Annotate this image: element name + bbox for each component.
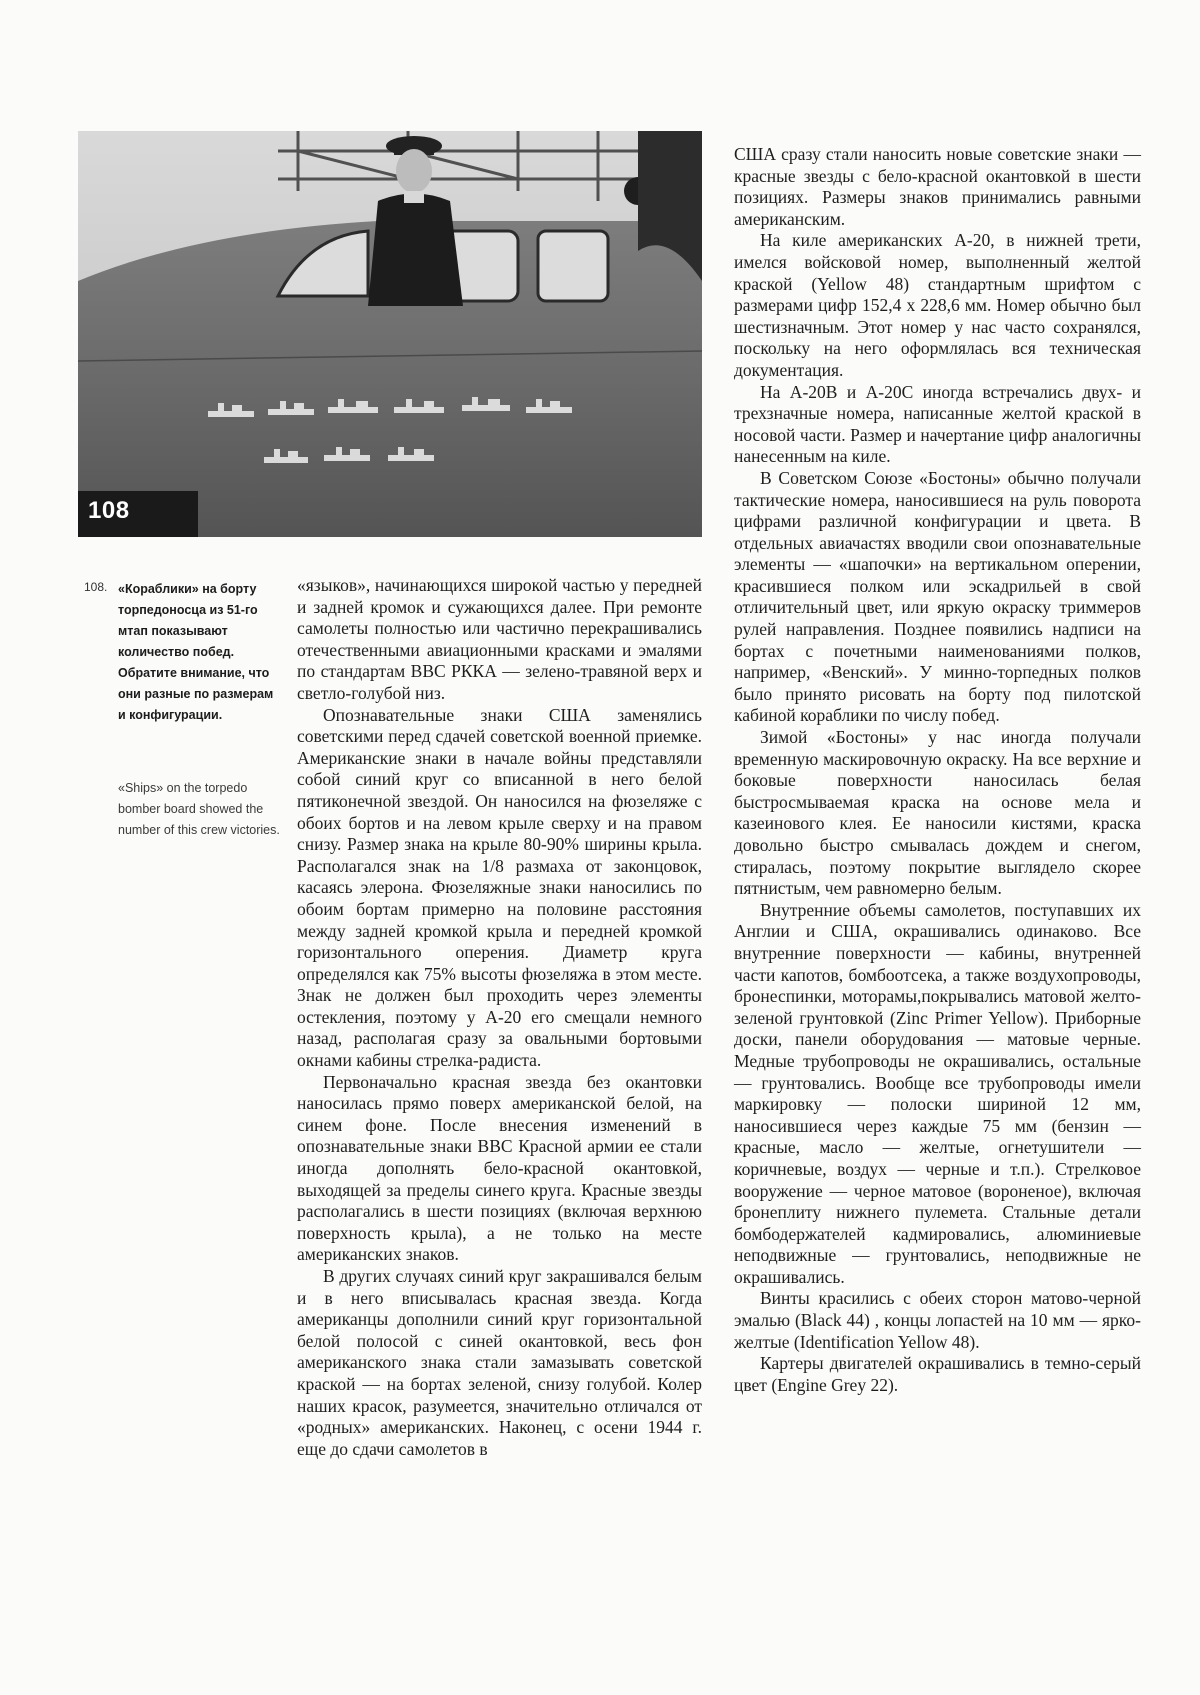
paragraph: Внутренние объемы самолетов, поступавших их Англии и США, окрашивались одинаково. Все внутренние поверхности — кабины, внутренней части капотов, бомбоотсека, а также воздухопроводы, бронеспинки, моторамы,покрывались матовой желто-зеленой грунтовкой (Zinc Primer Yellow). Приборные доски, панели оборудования — матовые черные. Медные трубопроводы не окрашивались, остальные — грунтовались. Вообще все трубопроводы имели маркировку — полоски шириной 12 мм, наносившиеся через каждые 75 мм (бензин — красные, масло — желтые, огнетушители — коричневые, воздух — черные и т.п.). Стрелковое вооружение — черное матовое (вороненое), включая бронеплиту нижнего пулемета. Стальные детали бомбодержателей кадмировались, алюминиевые неподвижные — грунтовались, неподвижные не окрашивались.	[734, 899, 1141, 1287]
text-column-right	[734, 144, 1141, 1396]
paragraph: В Советском Союзе «Бостоны» обычно получали тактические номера, наносившиеся на руль поворота цифрами различной конфигурации и цвета. В отдельных авиачастях вводили свои опознавательные элементы — «шапочки» на вертикальном оперении, красившиеся полком или эскадрильей в свой отличительный цвет, или яркую окраску триммеров рулей направления. Позднее появились надписи на бортах с почетными наименованиями полков, например, «Венский». У минно-торпедных полков было принято рисовать на борту под пилотской кабиной кораблики по числу побед.	[734, 467, 1141, 726]
paragraph: Опознавательные знаки США заменялись советскими перед сдачей советской военной приемке. Американские знаки в начале войны представляли собой синий круг со вписанной в него белой пятиконечной звездой. Он наносился на фюзеляже с обоих бортов и на левом крыле сверху и на правом снизу. Размер знака на крыле 80-90% ширины крыла. Располагался знак на 1/8 размаха от законцовок, касаясь элерона. Фюзеляжные знаки наносились по обоим бортам примерно на половине расстояния между задней кромкой крыла и передней кромкой горизонтального оперения. Диаметр круга определялся как 75% высоты фюзеляжа в этом месте. Знак не должен был проходить через элементы остекления, поэтому у А-20 его смещали немного назад, располагая сразу за овальными бортовыми окнами кабины стрелка-радиста.	[297, 704, 702, 1071]
paragraph: На киле американских А-20, в нижней трети, имелся войсковой номер, выполненный желтой краской (Yellow 48) стандартным шрифтом с размерами цифр 152,4 х 228,6 мм. Номер обычно был шестизначным. Этот номер у нас часто сохранялся, поскольку на него оформлялась вся техническая документация.	[734, 230, 1141, 380]
paragraph: Первоначально красная звезда без окантовки наносилась прямо поверх американской белой, на синем фоне. После внесения изменений в опознавательные знаки ВВС Красной армии ее стали иногда дополнять бело-красной окантовкой, выходящей за пределы синего круга. Красные звезды располагались в шести позициях (включая верхнюю поверхность крыла), а не только на месте американских знаков.	[297, 1071, 702, 1265]
paragraph: Винты красились с обеих сторон матово-черной эмалью (Black 44) , концы лопастей на 10 мм — ярко-желтые (Identification Yellow 48).	[734, 1288, 1141, 1352]
caption-english: «Ships» on the torpedo bomber board showed the number of this crew victories.	[118, 781, 280, 837]
paragraph: На А-20В и А-20С иногда встречались двух- и трехзначные номера, написанные желтой краской в носовой части. Размер и начертание цифр аналогичны нанесенным на киле.	[734, 381, 1141, 467]
photo-number: 108	[88, 497, 130, 524]
paragraph: «языков», начинающихся широкой частью у передней и задней кромок и сужающихся далее. При ремонте самолеты полностью или частично перекрашивались отечественными авиационными красками и эмалями по стандартам ВВС РККА — зелено-травяной верх и светло-голубой низ.	[297, 575, 702, 703]
text-column-middle	[297, 575, 702, 1460]
paragraph: Зимой «Бостоны» у нас иногда получали временную маскировочную окраску. На все верхние и боковые поверхности наносилась белая быстросмываемая краска на основе мела и казеинового клея. Ее наносили кистями, краска довольно быстро смывалась дождем и снегом, стиралась, поэтому покрытие выглядело скорее пятнистым, чем равномерно белым.	[734, 727, 1141, 899]
photo-torpedo-bomber-crew-victory-ships-icon	[78, 131, 702, 537]
paragraph: США сразу стали наносить новые советские знаки — красные звезды с бело-красной окантовкой в шести позициях. Размеры знаков принимались равными американским.	[734, 144, 1141, 229]
aircraft-photo	[78, 131, 702, 537]
paragraph: В других случаях синий круг закрашивался белым и в него вписывалась красная звезда. Когда американцы дополнили синий круг горизонтальной белой полосой с синей окантовкой, весь фон американского знака стали замазывать советской краской — на бортах зеленой, снизу голубой. Колер наших красок, разумеется, значительно отличался от «родных» американских. Наконец, с осени 1944 г. еще до сдачи самолетов в	[297, 1266, 702, 1459]
caption-russian: «Кораблики» на борту торпедоносца из 51-го мтап показывают количество побед. Обратите внимание, что они разные по размерам и конфигурации.	[118, 582, 274, 722]
caption-number: 108.	[84, 580, 108, 594]
paragraph: Картеры двигателей окрашивались в темно-серый цвет (Engine Grey 22).	[734, 1353, 1141, 1395]
